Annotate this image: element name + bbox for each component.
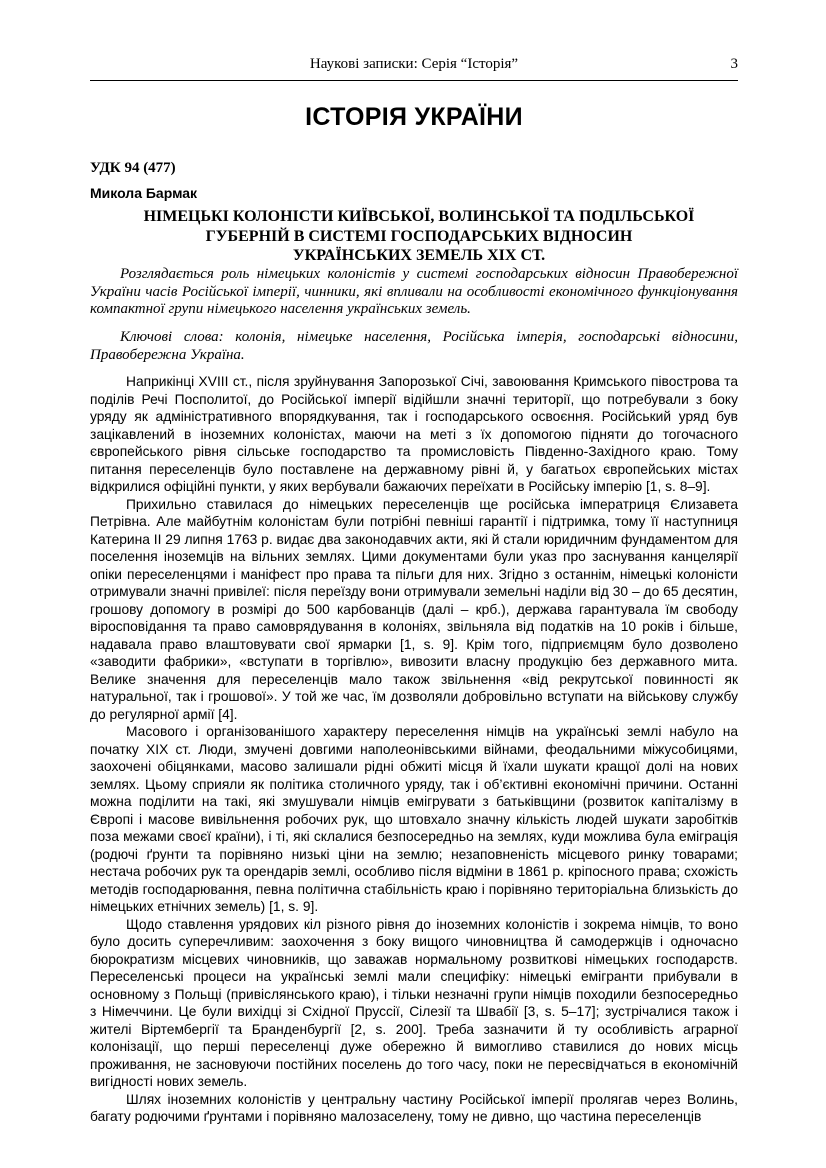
article-title-line: ГУБЕРНІЙ В СИСТЕМІ ГОСПОДАРСЬКИХ ВІДНОСИН	[205, 227, 633, 245]
abstract: Розглядається роль німецьких колоністів у системі господарських відносин Правобережної України часів Російської імперії, чинники, які впливали на особливості економічного функціонування компактної групи німецького населення українських земель.	[90, 266, 738, 317]
header-rule	[90, 80, 738, 81]
article-body	[90, 373, 738, 1126]
body-paragraph: Наприкінці XVIII ст., після зруйнування Запорозької Січі, завоювання Кримського півострова та поділів Речі Посполитої, до Російської імперії відійшли значні території, що потребували з боку уряду як адміністративного впорядкування, так і господарського освоєння. Російський уряд був зацікавлений в іноземних колоністах, маючи на меті з їх допомогою підняти до тогочасного європейського рівня сільське господарство та промисловість Південно-Західного краю. Тому питання переселенців було поставлене на державному рівні й, у багатьох європейських містах відкрилися офіційні пункти, у яких вербували бажаючих переїхати в Російську імперію [1, s. 8–9].	[90, 374, 738, 494]
keywords: Ключові слова: колонія, німецьке населення, Російська імперія, господарські відносини, Правобережна Україна.	[90, 329, 738, 363]
author-name: Микола Бармак	[90, 185, 198, 201]
article-title	[100, 207, 738, 266]
body-paragraph: Масового і організованішого характеру переселення німців на українські землі набуло на початку ХІХ ст. Люди, змучені довгими наполеонівськими війнами, феодальними міжусобицями, заохочені обіцянками, масово залишали рідні обжиті місця й їхали шукати кращої долі на нових землях. Цьому сприяли як політика столичного уряду, так і об’єктивні економічні причини. Останні можна поділити на такі, які змушували німців емігрувати з батьківщини (розвиток капіталізму в Європі і масове вивільнення робочих рук, що штовхало значну кількість людей шукати заробітків поза межами своєї країни), і ті, які склалися безпосередньо на землях, куди можлива була еміграція (родючі ґрунти та порівняно низькі ціни на землю; незаповненість місцевого ринку товарами; нестача робочих рук та орендарів землі, особливо після відміни в 1861 р. кріпосного права; схожість методів господарювання, певна політична стабільність краю і порівняно територіальна близькість до німецьких етнічних земель) [1, s. 9].	[90, 724, 738, 914]
article-title-line: НІМЕЦЬКІ КОЛОНІСТИ КИЇВСЬКОЇ, ВОЛИНСЬКОЇ ТА ПОДІЛЬСЬКОЇ	[143, 208, 695, 225]
journal-title: Наукові записки: Серія “Історія”	[309, 56, 519, 72]
udc-code: УДК 94 (477)	[90, 160, 176, 176]
page-number: 3	[730, 56, 738, 72]
body-paragraph: Прихильно ставилася до німецьких переселенців ще російська імператриця Єлизавета Петрівна. Але майбутнім колоністам були потрібні певніші гарантії і підтримка, тому її наступниця Катерина ІІ 29 липня 1763 р. видає два законодавчих акти, які й стали юридичним фундаментом для поселення іноземців на вільних землях. Цими документами були указ про заснування канцелярії опіки переселенцями і маніфест про права та пільги для них. Згідно з останнім, німецькі колоністи отримували значні привілеї: після переїзду вони отримували земельні наділи від 30 – до 65 десятин, грошову допомогу в розмірі до 500 карбованців (далі – крб.), держава гарантувала їм свободу віросповідання та право самоврядування в колоніях, звільняла від податків на 10 років і більше, надавала право влаштовувати свої ярмарки [1, s. 9]. Крім того, підприємцям було дозволено «заводити фабрики», «вступати в торгівлю», вивозити власну продукцію без державного мита. Велике значення для переселенців мало також звільнення «від рекрутської повинності як натуральної, так і грошової». У той же час, їм дозволяли добровільно вступати на військову службу до регулярної армії [4].	[90, 496, 738, 722]
article-title-line: УКРАЇНСЬКИХ ЗЕМЕЛЬ ХІХ СТ.	[292, 247, 546, 264]
body-paragraph: Щодо ставлення урядових кіл різного рівня до іноземних колоністів і зокрема німців, то воно було досить суперечливим: заохочення з боку вищого чиновництва й самодержців і одночасно бюрократизм місцевих чиновників, що заважав нормальному розвиткові німецьких господарств. Переселенські процеси на українські землі мали специфіку: німецькі емігранти прибували в основному з Польщі (привіслянського краю), і тільки незначні групи німців походили безпосередньо з Німеччини. Це були вихідці зі Східної Пруссії, Сілезії та Швабії [3, s. 5–17]; зустрічалися також і жителі Віртембергії та Бранденбургії [2, s. 200]. Треба зазначити й ту особливість аграрної колонізації, що перші переселенці дуже обережно й вимогливо ставилися до нових місць проживання, не засновуючи постійних поселень до того часу, поки не пересвідчаться в економічній вигідності нових земель.	[90, 916, 738, 1089]
body-paragraph: Шлях іноземних колоністів у центральну частину Російської імперії пролягав через Волинь, багату родючими ґрунтами і порівняно малозаселену, тому не дивно, що частина переселенців	[90, 1091, 738, 1124]
section-title: ІСТОРІЯ УКРАЇНИ	[305, 103, 523, 131]
